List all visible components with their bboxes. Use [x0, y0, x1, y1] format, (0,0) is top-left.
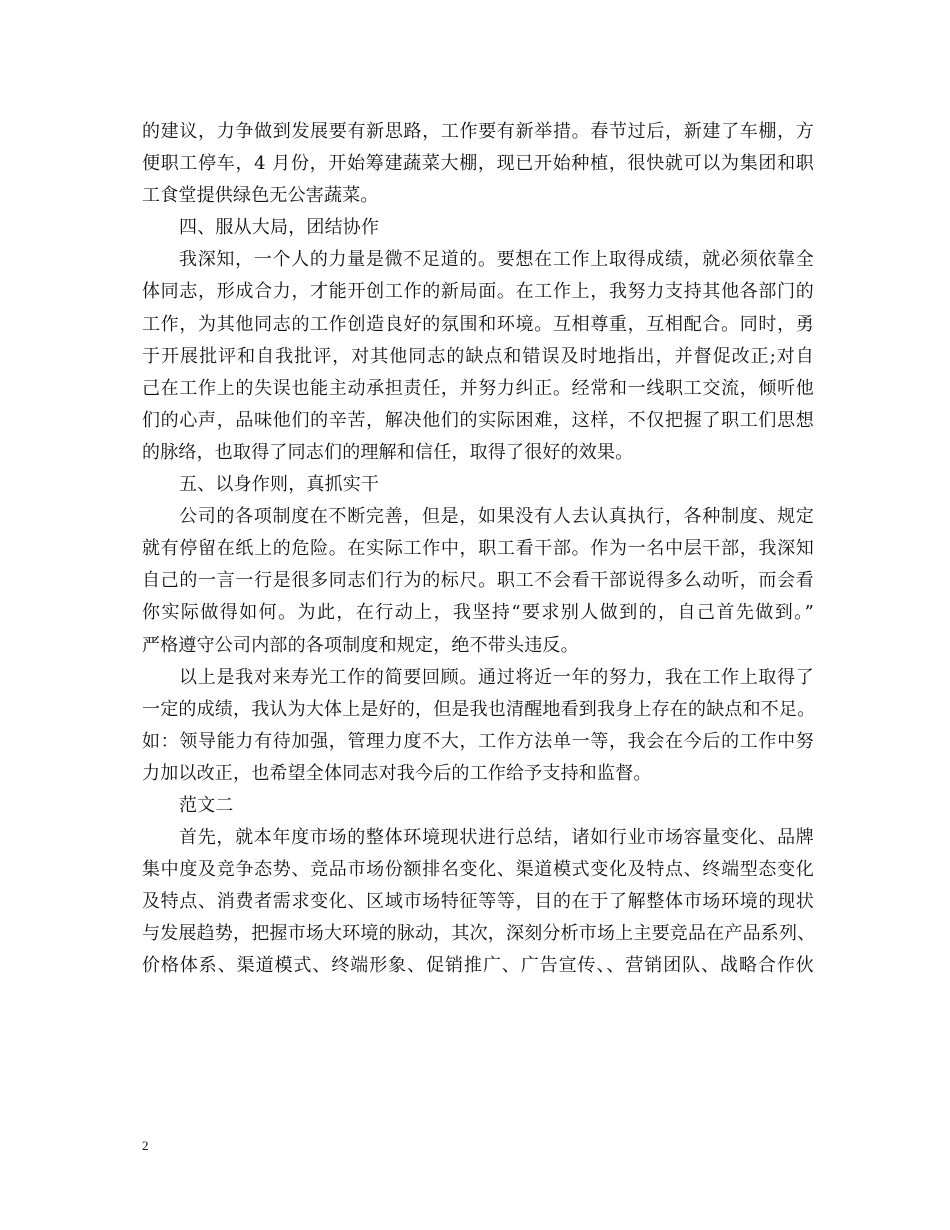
text-line: 及特点、消费者需求变化、区域市场特征等等，目的在于了解整体市场环境的现状: [142, 891, 814, 913]
text-line: 集中度及竞争态势、竞品市场份额排名变化、渠道模式变化及特点、终端型态变化: [142, 859, 814, 881]
text-line: 一定的成绩，我认为大体上是好的，但是我也清醒地看到我身上存在的缺点和不足。: [142, 698, 816, 720]
text-line: 以上是我对来寿光工作的简要回顾。通过将近一年的努力，我在工作上取得了: [179, 666, 814, 688]
text-line: 工作，为其他同志的工作创造良好的氛围和环境。互相尊重，互相配合。同时，勇: [142, 313, 814, 335]
text-line: 己在工作上的失误也能主动承担责任，并努力纠正。经常和一线职工交流，倾听他: [142, 377, 814, 399]
text-line: 自己的一言一行是很多同志们行为的标尺。职工不会看干部说得多么动听，而会看: [142, 570, 814, 592]
text-line: 公司的各项制度在不断完善，但是，如果没有人去认真执行，各种制度、规定: [179, 506, 814, 528]
text-line: 的脉络，也取得了同志们的理解和信任，取得了很好的效果。: [142, 441, 634, 463]
text-line: 首先，就本年度市场的整体环境现状进行总结，诸如行业市场容量变化、品牌: [179, 827, 814, 849]
text-line: 如：领导能力有待加强，管理力度不大，工作方法单一等，我会在今后的工作中努: [142, 730, 814, 752]
section-heading: 范文二: [179, 794, 234, 816]
text-line: 于开展批评和自我批评，对其他同志的缺点和错误及时地指出，并督促改正;对自: [142, 345, 814, 367]
text-line: 严格遵守公司内部的各项制度和规定，绝不带头违反。: [142, 634, 579, 656]
document-body: [142, 116, 814, 983]
text-line: 力加以改正，也希望全体同志对我今后的工作给予支持和监督。: [142, 762, 652, 784]
text-line: 我深知，一个人的力量是微不足道的。要想在工作上取得成绩，就必须依靠全: [179, 249, 814, 271]
text-line: 就有停留在纸上的危险。在实际工作中，职工看干部。作为一名中层干部，我深知: [142, 538, 814, 560]
text-line: 工食堂提供绿色无公害蔬菜。: [142, 185, 379, 207]
text-line: 你实际做得如何。为此，在行动上，我坚持“要求别人做到的，自己首先做到。”: [142, 602, 814, 624]
page-number: 2: [142, 1138, 149, 1153]
section-heading: 五、以身作则，真抓实干: [179, 474, 380, 496]
text-line: 体同志，形成合力，才能开创工作的新局面。在工作上，我努力支持其他各部门的: [142, 281, 814, 303]
text-line: 便职工停车，4 月份，开始筹建蔬菜大棚，现已开始种植，很快就可以为集团和职: [142, 153, 814, 175]
section-heading: 四、服从大局，团结协作: [179, 217, 380, 239]
text-line: 的建议，力争做到发展要有新思路，工作要有新举措。春节过后，新建了车棚，方: [142, 121, 814, 142]
text-line: 与发展趋势，把握市场大环境的脉动，其次，深刻分析市场上主要竞品在产品系列、: [142, 923, 816, 945]
text-line: 价格体系、渠道模式、终端形象、促销推广、广告宣传、、营销团队、战略合作伙: [142, 955, 814, 977]
text-line: 们的心声，品味他们的辛苦，解决他们的实际困难，这样，不仅把握了职工们思想: [142, 409, 814, 431]
